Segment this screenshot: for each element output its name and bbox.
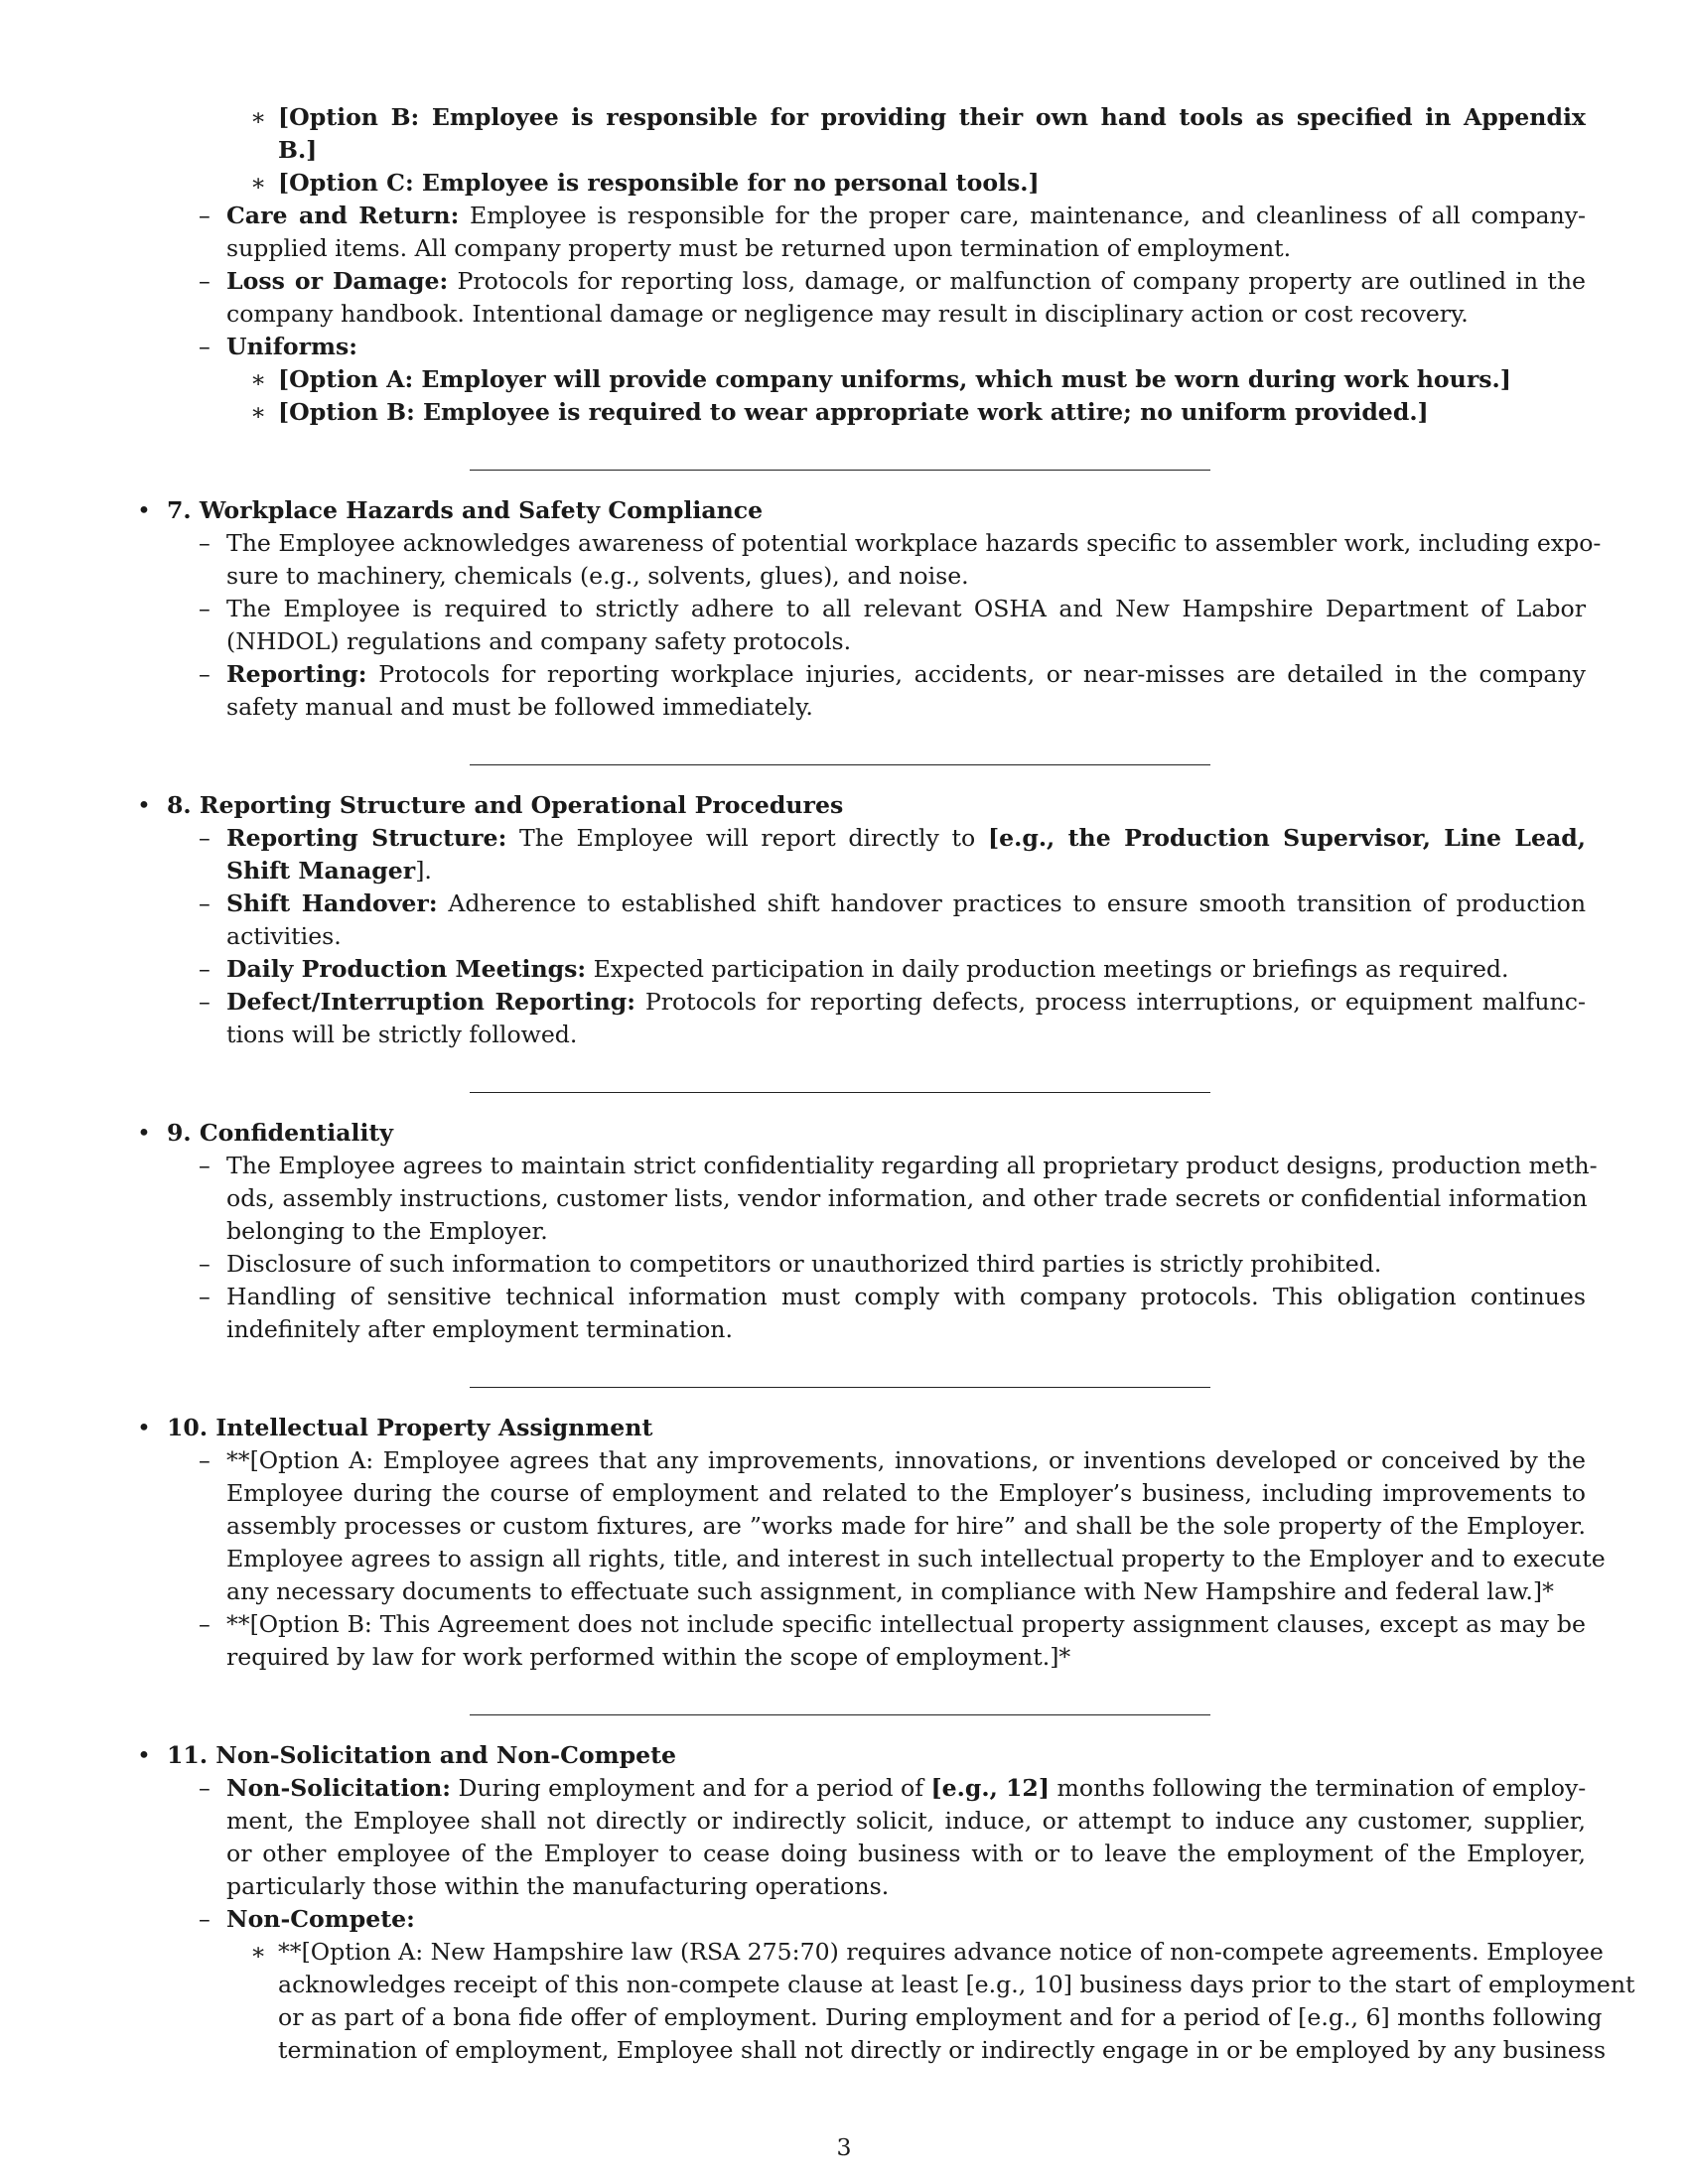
shift-handover-label: Shift Handover: (226, 889, 438, 917)
care-text: Employee is responsible for the proper care, maintenance, and cleanliness of all company- (470, 202, 1587, 229)
osha-text-cont: (NHDOL) regulations and company safety protocols. (226, 627, 852, 655)
section-11-heading: 11. Non-Solicitation and Non-Compete (167, 1741, 676, 1769)
loss-text: Protocols for reporting loss, damage, or malfunction of company property are outlined in the (457, 267, 1586, 295)
hazards-text-cont: sure to machinery, chemicals (e.g., solvents, glues), and noise. (226, 562, 969, 590)
section-divider (470, 1714, 1210, 1715)
non-solicitation-label: Non-Solicitation: (226, 1774, 451, 1802)
star-marker: ∗ (250, 169, 267, 197)
loss-or-damage (226, 265, 1586, 298)
uniforms-label: Uniforms: (226, 333, 357, 360)
dash-marker: – (199, 1446, 211, 1474)
star-marker: ∗ (250, 398, 267, 426)
dash-marker: – (199, 1905, 211, 1933)
disclosure-text: Disclosure of such information to competitors or unauthorized third parties is strictly prohibited. (226, 1250, 1382, 1278)
non-solicitation-cont: or other employee of the Employer to cease doing business with or to leave the employment of the Employer, (226, 1840, 1586, 1867)
uniform-option-a: [Option A: Employer will provide company uniforms, which must be worn during work hours.] (278, 365, 1511, 393)
tools-option-b: [Option B: Employee is responsible for providing their own hand tools as specified in Appendix (278, 103, 1586, 131)
dash-marker: – (199, 202, 211, 229)
non-compete-option-a-cont: acknowledges receipt of this non-compete clause at least [e.g., 10] business days prior to the start of employment (278, 1971, 1635, 1998)
ip-option-a-cont: Employee during the course of employment and related to the Employer’s business, including improvements to (226, 1479, 1586, 1507)
confidentiality-text-cont: ods, assembly instructions, customer lists, vendor information, and other trade secrets or confidential information (226, 1184, 1588, 1212)
dash-marker: – (199, 595, 211, 622)
non-solicitation-end: particularly those within the manufacturing operations. (226, 1872, 890, 1900)
non-compete-option-a: **[Option A: New Hampshire law (RSA 275:70) requires advance notice of non-compete agreements. Employee (278, 1938, 1604, 1966)
confidentiality-text-end: belonging to the Employer. (226, 1217, 548, 1245)
star-marker: ∗ (250, 103, 267, 131)
dash-marker: – (199, 1610, 211, 1638)
dash-marker: – (199, 1774, 211, 1802)
defect-text-cont: tions will be strictly followed. (226, 1021, 578, 1048)
bullet-marker: • (137, 496, 151, 524)
reporting-label: Reporting: (226, 660, 367, 688)
shift-handover-cont: activities. (226, 922, 342, 950)
shift-handover (226, 887, 1586, 920)
safety-reporting (226, 658, 1586, 691)
section-divider (470, 764, 1210, 765)
loss-label: Loss or Damage: (226, 267, 449, 295)
daily-production-meetings (226, 953, 1509, 986)
hazards-text: The Employee acknowledges awareness of potential workplace hazards specific to assembler work, including expo- (226, 529, 1602, 557)
defect-reporting (226, 986, 1586, 1019)
ip-option-b-cont: required by law for work performed within the scope of employment.]* (226, 1643, 1071, 1671)
section-divider (470, 1387, 1210, 1388)
section-9-heading: 9. Confidentiality (167, 1119, 394, 1147)
dash-marker: – (199, 660, 211, 688)
reporting-text-cont: safety manual and must be followed immediately. (226, 693, 813, 721)
reporting-structure-cont (226, 855, 432, 887)
bullet-marker: • (137, 1414, 151, 1441)
non-solicitation-cont: ment, the Employee shall not directly or indirectly solicit, induce, or attempt to induce any customer, supplier, (226, 1807, 1586, 1835)
section-8-heading: 8. Reporting Structure and Operational Procedures (167, 791, 844, 819)
section-divider (470, 470, 1210, 471)
dash-marker: – (199, 1250, 211, 1278)
loss-text-cont: company handbook. Intentional damage or negligence may result in disciplinary action or cost recovery. (226, 300, 1469, 328)
star-marker: ∗ (250, 365, 267, 393)
care-and-return (226, 200, 1586, 232)
handling-text-cont: indefinitely after employment termination. (226, 1315, 733, 1343)
reporting-structure-placeholder-cont: Shift Manager (226, 857, 416, 885)
section-10-heading: 10. Intellectual Property Assignment (167, 1414, 653, 1441)
uniform-option-b: [Option B: Employee is required to wear appropriate work attire; no uniform provided.] (278, 398, 1429, 426)
defect-label: Defect/Interruption Reporting: (226, 988, 635, 1016)
non-compete-option-a-cont: termination of employment, Employee shall not directly or indirectly engage in or be employed by any business (278, 2036, 1607, 2064)
care-text-cont: supplied items. All company property must be returned upon termination of employment. (226, 234, 1292, 262)
shift-handover-text: Adherence to established shift handover practices to ensure smooth transition of production (448, 889, 1587, 917)
osha-text: The Employee is required to strictly adhere to all relevant OSHA and New Hampshire Department of Labor (226, 595, 1586, 622)
dash-marker: – (199, 988, 211, 1016)
section-divider (470, 1092, 1210, 1093)
dash-marker: – (199, 955, 211, 983)
dash-marker: – (199, 1283, 211, 1310)
bullet-marker: • (137, 791, 151, 819)
reporting-text: Protocols for reporting workplace injuries, accidents, or near-misses are detailed in the company (378, 660, 1587, 688)
dash-marker: – (199, 529, 211, 557)
tools-option-b-cont: B.] (278, 136, 318, 164)
non-solicitation-text: During employment and for a period of (458, 1774, 923, 1802)
dash-marker: – (199, 267, 211, 295)
dash-marker: – (199, 824, 211, 852)
dash-marker: – (199, 1152, 211, 1179)
reporting-structure-label: Reporting Structure: (226, 824, 507, 852)
ip-option-a: **[Option A: Employee agrees that any improvements, innovations, or inventions developed or conceived by the (226, 1446, 1586, 1474)
page-number: 3 (836, 2133, 852, 2161)
ip-option-a-cont: Employee agrees to assign all rights, title, and interest in such intellectual property to the Employer and to execute (226, 1545, 1606, 1572)
ip-option-a-end: any necessary documents to effectuate such assignment, in compliance with New Hampshire and federal law.]* (226, 1577, 1554, 1605)
ip-option-a-cont: assembly processes or custom fixtures, are ”works made for hire” and shall be the sole property of the Employer. (226, 1512, 1586, 1540)
reporting-structure-text: The Employee will report directly to (518, 824, 976, 852)
reporting-structure-placeholder: [e.g., the Production Supervisor, Line Lead, (987, 824, 1587, 852)
dpm-label: Daily Production Meetings: (226, 955, 587, 983)
bullet-marker: • (137, 1741, 151, 1769)
non-compete-option-a-cont: or as part of a bona fide offer of employment. During employment and for a period of [e.g., 6] months following (278, 2003, 1603, 2031)
ip-option-b: **[Option B: This Agreement does not include specific intellectual property assignment clauses, except as may be (226, 1610, 1586, 1638)
section-7-heading: 7. Workplace Hazards and Safety Compliance (167, 496, 764, 524)
confidentiality-text: The Employee agrees to maintain strict confidentiality regarding all proprietary product designs, production meth- (226, 1152, 1598, 1179)
non-solicitation-text-end: months following the termination of employ- (1056, 1774, 1587, 1802)
non-solicitation-placeholder: [e.g., 12] (930, 1774, 1051, 1802)
reporting-structure-end: ]. (415, 857, 432, 885)
defect-text: Protocols for reporting defects, process interruptions, or equipment malfunc- (644, 988, 1586, 1016)
dash-marker: – (199, 333, 211, 360)
dash-marker: – (199, 889, 211, 917)
reporting-structure (226, 822, 1586, 855)
care-label: Care and Return: (226, 202, 460, 229)
handling-text: Handling of sensitive technical information must comply with company protocols. This obligation continues (226, 1283, 1586, 1310)
star-marker: ∗ (250, 1938, 267, 1966)
non-solicitation (226, 1772, 1586, 1805)
tools-option-c: [Option C: Employee is responsible for no personal tools.] (278, 169, 1040, 197)
dpm-text: Expected participation in daily production meetings or briefings as required. (593, 955, 1509, 983)
non-compete-label: Non-Compete: (226, 1905, 415, 1933)
bullet-marker: • (137, 1119, 151, 1147)
